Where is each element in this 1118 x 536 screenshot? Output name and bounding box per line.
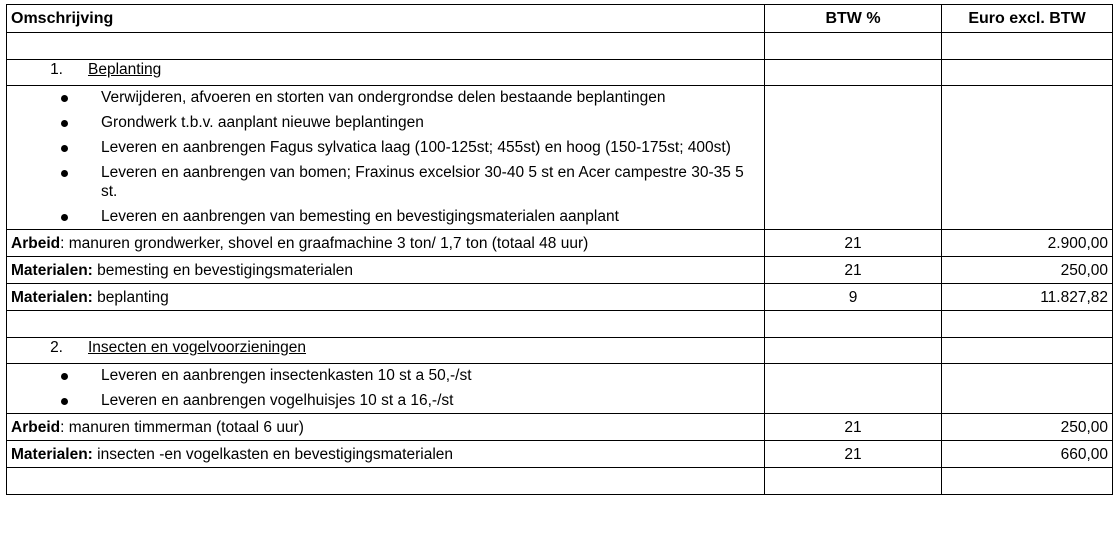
line-text: beplanting [92,288,169,306]
section-title: Beplanting [88,61,162,78]
section-title: Insecten en vogelvoorzieningen [88,339,307,356]
blank-row [7,33,1113,60]
bullet-list [11,86,760,229]
line-text: insecten -en vogelkasten en bevestigingsmaterialen [92,445,454,463]
header-row [7,5,1113,33]
bullet-text: Leveren en aanbrengen van bemesting en bevestigingsmaterialen aanplant [101,208,619,225]
line-amount: 250,00 [942,414,1113,441]
blank-row [7,468,1113,495]
bullet-list [11,364,760,413]
line-vat: 21 [765,414,942,441]
line-text: : manuren timmerman (totaal 6 uur) [60,418,304,436]
table-row [7,284,1113,311]
bullet-text: Leveren en aanbrengen insectenkasten 10 st a 50,-/st [101,367,472,384]
quote-table [6,4,1113,495]
list-item [11,391,760,410]
header-description: Omschrijving [7,5,765,33]
line-label: Arbeid [11,418,61,436]
bullet-row [7,364,1113,414]
bullet-icon [61,145,68,152]
list-item [11,113,760,132]
table-row [7,257,1113,284]
bullet-text: Leveren en aanbrengen Fagus sylvatica laag (100-125st; 455st) en hoog (150-175st; 400st) [101,139,731,156]
header-vat: BTW % [765,5,942,33]
bullet-text: Leveren en aanbrengen van bomen; Fraxinus excelsior 30-40 5 st en Acer campestre 30-35 5 st. [101,164,744,200]
line-amount: 250,00 [942,257,1113,284]
table-row [7,230,1113,257]
section-number: 1. [50,61,63,78]
section-header-row [7,338,1113,364]
header-amount: Euro excl. BTW [942,5,1113,33]
line-amount: 2.900,00 [942,230,1113,257]
bullet-text: Verwijderen, afvoeren en storten van ondergrondse delen bestaande beplantingen [101,89,666,106]
section-number: 2. [50,339,63,356]
line-vat: 21 [765,230,942,257]
list-item [11,366,760,385]
line-label: Arbeid [11,234,61,252]
bullet-icon [61,398,68,405]
bullet-icon [61,95,68,102]
table-row [7,441,1113,468]
line-label: Materialen: [11,445,93,463]
blank-row [7,311,1113,338]
bullet-text: Grondwerk t.b.v. aanplant nieuwe beplantingen [101,114,424,131]
bullet-icon [61,120,68,127]
line-text: bemesting en bevestigingsmaterialen [92,261,354,279]
bullet-icon [61,373,68,380]
line-label: Materialen: [11,261,93,279]
line-text: : manuren grondwerker, shovel en graafmachine 3 ton/ 1,7 ton (totaal 48 uur) [60,234,589,252]
bullet-row [7,86,1113,230]
list-item [11,138,760,157]
list-item [11,207,760,226]
bullet-icon [61,214,68,221]
list-item [11,163,760,201]
line-label: Materialen: [11,288,93,306]
bullet-icon [61,170,68,177]
list-item [11,88,760,107]
line-vat: 21 [765,257,942,284]
section-header-row [7,60,1113,86]
table-row [7,414,1113,441]
line-amount: 660,00 [942,441,1113,468]
line-vat: 9 [765,284,942,311]
line-vat: 21 [765,441,942,468]
line-amount: 11.827,82 [942,284,1113,311]
bullet-text: Leveren en aanbrengen vogelhuisjes 10 st a 16,-/st [101,392,454,409]
